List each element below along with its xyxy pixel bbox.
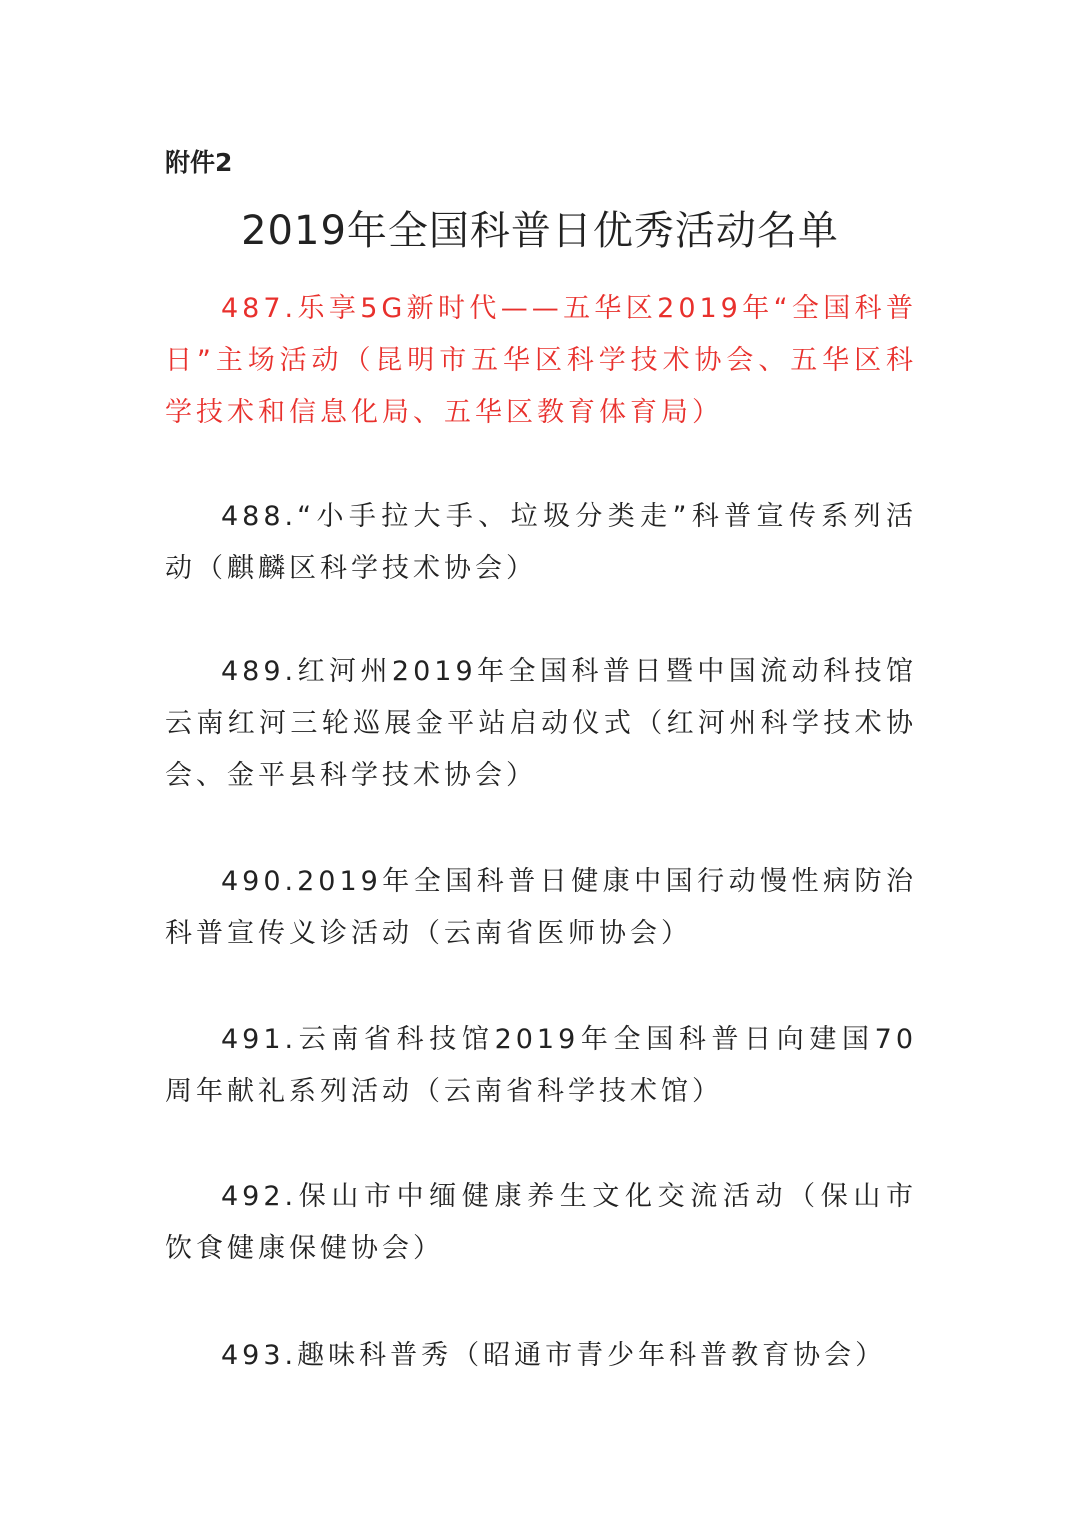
list-item-487: 487.乐享5G新时代——五华区2019年“全国科普日”主场活动（昆明市五华区科学技术协会、五华区科学技术和信息化局、五华区教育体育局） bbox=[165, 293, 917, 428]
list-item-488: 488.“小手拉大手、垃圾分类走”科普宣传系列活动（麒麟区科学技术协会） bbox=[165, 501, 917, 584]
list-item-491: 491.云南省科技馆2019年全国科普日向建国70周年献礼系列活动（云南省科学技术馆） bbox=[165, 1024, 917, 1107]
list-item-493: 493.趣味科普秀（昭通市青少年科普教育协会） bbox=[221, 1340, 887, 1371]
attachment-label: 附件2 bbox=[165, 148, 233, 177]
list-item-492: 492.保山市中缅健康养生文化交流活动（保山市饮食健康保健协会） bbox=[165, 1181, 917, 1264]
document-title: 2019年全国科普日优秀活动名单 bbox=[241, 208, 839, 254]
list-item-489: 489.红河州2019年全国科普日暨中国流动科技馆云南红河三轮巡展金平站启动仪式（红河州科学技术协会、金平县科学技术协会） bbox=[165, 656, 917, 791]
list-item-490: 490.2019年全国科普日健康中国行动慢性病防治科普宣传义诊活动（云南省医师协会） bbox=[165, 866, 917, 949]
